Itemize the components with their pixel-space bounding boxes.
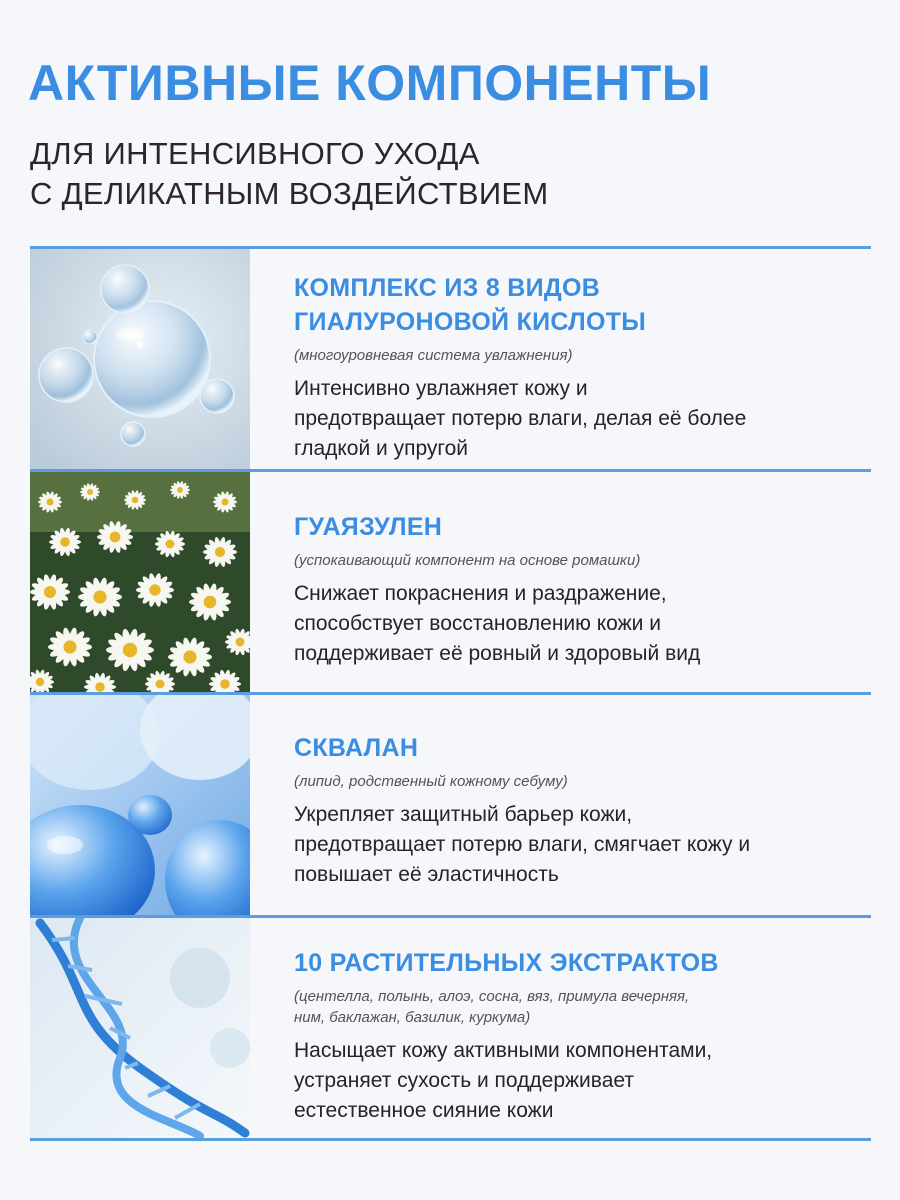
chamomile-flowers-image (30, 472, 250, 692)
ingredient-description-line: Снижает покраснения и раздражение, (294, 582, 667, 605)
ingredient-title-line: ГИАЛУРОНОВОЙ КИСЛОТЫ (294, 308, 647, 336)
ingredient-title (294, 946, 855, 980)
ingredient-title-line: СКВАЛАН (294, 734, 419, 762)
blue-lipid-spheres-image (30, 695, 250, 915)
ingredient-subtitle (294, 550, 855, 571)
ingredient-title (294, 271, 855, 339)
ingredient-title-line: КОМПЛЕКС ИЗ 8 ВИДОВ (294, 274, 601, 302)
ingredient-row (30, 918, 871, 1141)
ingredient-description-line: Укрепляет защитный барьер кожи, (294, 803, 633, 826)
ingredient-description (294, 579, 855, 669)
ingredient-subtitle-line: (липид, родственный кожному себуму) (294, 773, 568, 790)
page-subtitle (30, 134, 549, 214)
ingredient-subtitle (294, 771, 855, 792)
ingredient-description-line: Интенсивно увлажняет кожу и (294, 377, 588, 400)
ingredient-row (30, 249, 871, 472)
ingredient-row (30, 695, 871, 918)
ingredient-description-line: естественное сияние кожи (294, 1099, 554, 1122)
water-bubbles-image (30, 249, 250, 469)
ingredient-description-line: предотвращает потерю влаги, делая её более (294, 407, 747, 430)
ingredient-description-line: повышает её эластичность (294, 863, 559, 886)
ingredient-subtitle (294, 986, 855, 1028)
ingredient-title (294, 731, 855, 765)
ingredient-title-line: 10 РАСТИТЕЛЬНЫХ ЭКСТРАКТОВ (294, 949, 719, 977)
ingredient-subtitle-line: (успокаивающий компонент на основе ромашки) (294, 552, 641, 569)
ingredient-description-line: Насыщает кожу активными компонентами, (294, 1039, 713, 1062)
ingredients-list (30, 246, 871, 1141)
ingredient-subtitle-line: ним, баклажан, базилик, куркума) (294, 1009, 531, 1026)
ingredient-title (294, 510, 855, 544)
ingredient-description (294, 800, 855, 890)
ingredient-subtitle-line: (центелла, полынь, алоэ, сосна, вяз, примула вечерняя, (294, 988, 690, 1005)
ingredient-subtitle (294, 345, 855, 366)
subtitle-line: С ДЕЛИКАТНЫМ ВОЗДЕЙСТВИЕМ (30, 176, 549, 211)
ingredient-description (294, 374, 855, 464)
page-title: АКТИВНЫЕ КОМПОНЕНТЫ (28, 55, 712, 111)
ingredient-description (294, 1036, 855, 1126)
ingredient-description-line: способствует восстановлению кожи и (294, 612, 661, 635)
ingredient-description-line: гладкой и упругой (294, 437, 469, 460)
ingredient-description-line: устраняет сухость и поддерживает (294, 1069, 634, 1092)
ingredient-description-line: предотвращает потерю влаги, смягчает кожу и (294, 833, 751, 856)
ingredient-title-line: ГУАЯЗУЛЕН (294, 513, 443, 541)
ingredient-description-line: поддерживает её ровный и здоровый вид (294, 642, 701, 665)
subtitle-line: ДЛЯ ИНТЕНСИВНОГО УХОДА (30, 136, 480, 171)
ingredient-row (30, 472, 871, 695)
dna-helix-image (30, 918, 250, 1138)
ingredient-subtitle-line: (многоуровневая система увлажнения) (294, 347, 573, 364)
